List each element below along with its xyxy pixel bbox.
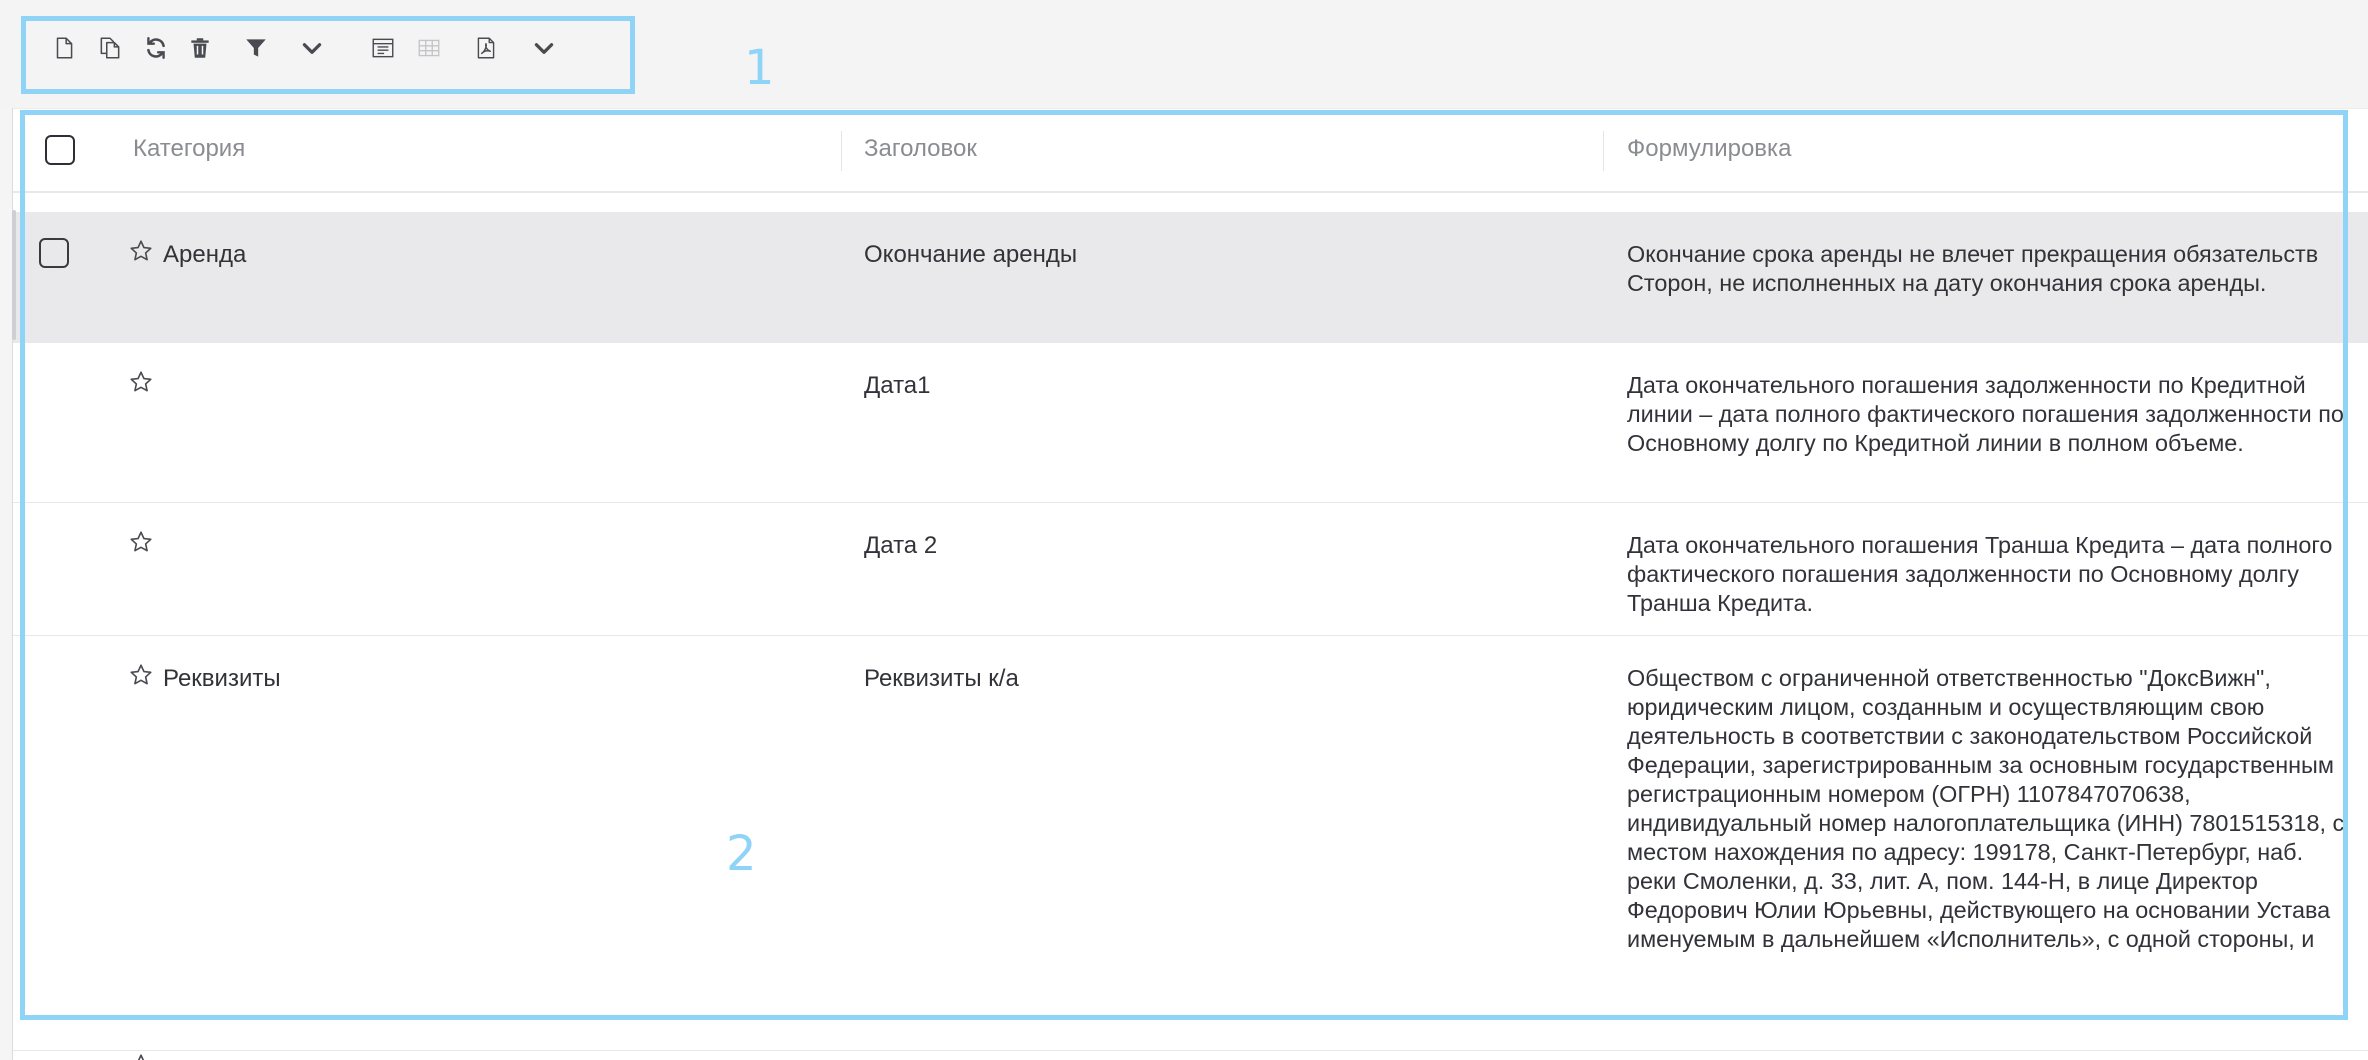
filter-icon: [243, 35, 269, 61]
title-cell: Реквизиты к/а: [864, 665, 1019, 692]
favorite-star-icon[interactable]: [128, 1052, 154, 1060]
text-cell: Обществом с ограниченной ответственностью "ДоксВижн", юридическим лицом, созданным и осуществляющим свою деятельность в соответствии с законодательством Российской Федерации, зарегистрированным за основным государственным регистрационным номером (ОГРН) 1107847070638, индивидуальный номер налогоплательщика (ИНН) 7801515318, с местом нахождения по адресу: 199178, Санкт-Петербург, наб. реки Смоленки, д. 33, лит. А, пом. 144-Н, в лице Директор Федорович Юлии Юрьевны, действующего на основании Устава именуемым в дальнейшем «Исполнитель», с одной стороны, и: [1627, 665, 2345, 952]
chevron-down-icon: [531, 35, 557, 61]
trash-icon: [187, 35, 213, 61]
favorite-star-icon[interactable]: [128, 238, 154, 264]
filter-button[interactable]: [238, 30, 274, 66]
copy-button[interactable]: [92, 30, 128, 66]
refresh-icon: [143, 35, 169, 61]
column-header-category[interactable]: Категория: [133, 135, 246, 162]
text-cell: Дата окончательного погашения Транша Кредита – дата полного фактического погашения задолженности по Основному долгу Транша Кредита.: [1627, 532, 2333, 616]
table-row[interactable]: [13, 636, 2368, 1051]
title-cell: Дата 2: [864, 532, 938, 559]
grid-icon: [416, 35, 442, 61]
toolbar: [0, 0, 2368, 108]
export-grid-button[interactable]: [411, 30, 447, 66]
category-cell: Реквизиты: [163, 665, 281, 692]
copy-icon: [97, 35, 123, 61]
annotation-marker-2: 2: [726, 826, 757, 882]
file-icon: [51, 35, 77, 61]
export-table-button[interactable]: [365, 30, 401, 66]
row-checkbox[interactable]: [39, 238, 69, 268]
data-grid: [12, 108, 2368, 1060]
category-cell: Аренда: [163, 241, 247, 268]
table-row[interactable]: [13, 343, 2368, 503]
delete-button[interactable]: [182, 30, 218, 66]
export-pdf-button[interactable]: [468, 30, 504, 66]
new-document-button[interactable]: [46, 30, 82, 66]
filter-dropdown-button[interactable]: [294, 30, 330, 66]
title-cell: Окончание аренды: [864, 241, 1078, 268]
favorite-star-icon[interactable]: [128, 369, 154, 395]
export-dropdown-button[interactable]: [526, 30, 562, 66]
pdf-icon: [473, 35, 499, 61]
table-row[interactable]: [13, 212, 2368, 343]
annotation-marker-1: 1: [744, 40, 775, 96]
select-all-checkbox[interactable]: [45, 135, 75, 165]
text-cell: Окончание срока аренды не влечет прекращения обязательств Сторон, не исполненных на дату окончания срока аренды.: [1627, 241, 2319, 296]
spreadsheet-icon: [370, 35, 396, 61]
column-header-title[interactable]: Заголовок: [864, 135, 977, 162]
chevron-down-icon: [299, 35, 325, 61]
column-header-text[interactable]: Формулировка: [1627, 135, 1792, 162]
table-row[interactable]: [13, 503, 2368, 636]
favorite-star-icon[interactable]: [128, 662, 154, 688]
favorite-star-icon[interactable]: [128, 529, 154, 555]
title-cell: Дата1: [864, 372, 931, 399]
refresh-button[interactable]: [138, 30, 174, 66]
grid-header: [13, 108, 2368, 193]
row-scroll-indicator[interactable]: [12, 210, 16, 340]
text-cell: Дата окончательного погашения задолженности по Кредитной линии – дата полного фактического погашения задолженности по Основному долгу по Кредитной линии в полном объеме.: [1627, 372, 2344, 456]
